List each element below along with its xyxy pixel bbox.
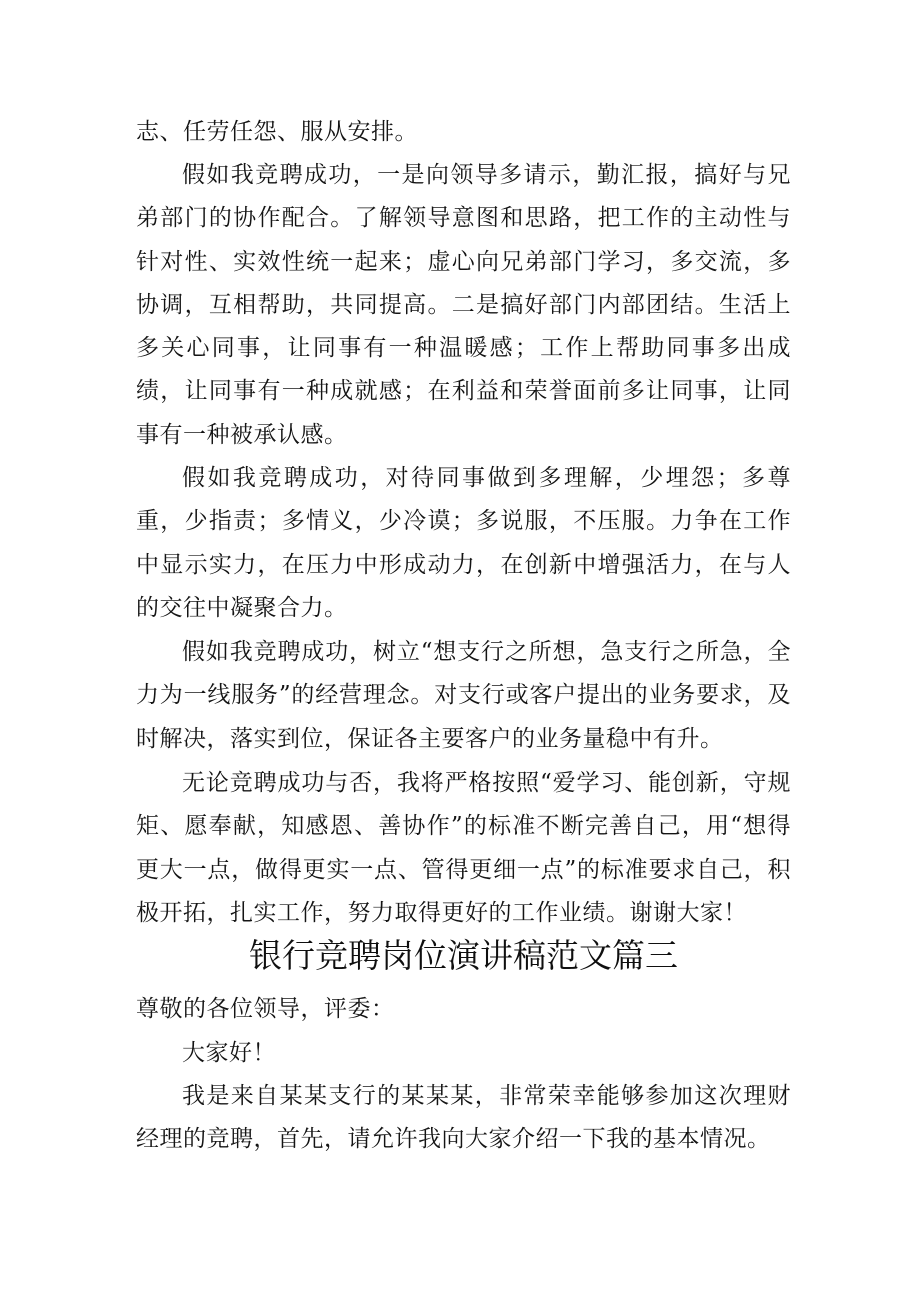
paragraph-continuation: 志、任劳任怨、服从安排。 [136, 119, 418, 145]
paragraph-colleagues: 假如我竞聘成功，对待同事做到多理解，少埋怨；多尊重，少指责；多情义，少冷谟；多说服，不压服。力争在工作中显示实力，在压力中形成动力，在创新中增强活力，在与人的交往中凝聚合力。 [136, 465, 791, 621]
paragraph-intro: 我是来自某某支行的某某某，非常荣幸能够参加这次理财经理的竞聘，首先，请允许我向大家介绍一下我的基本情况。 [136, 1083, 791, 1153]
paragraph-closing: 无论竞聘成功与否，我将严格按照“爱学习、能创新，守规矩、愿奉献，知感恩、善协作”的标准不断完善自己，用“想得更大一点，做得更实一点、管得更细一点”的标准要求自己，积极开拓，扎实工作，努力取得更好的工作业绩。谢谢大家！ [136, 770, 791, 926]
section-title: 银行竞聘岗位演讲稿范文篇三 [249, 936, 678, 975]
greeting: 大家好！ [182, 1040, 276, 1066]
salutation: 尊敬的各位领导，评委： [136, 996, 395, 1022]
paragraph-business-philosophy: 假如我竞聘成功，树立“想支行之所想，急支行之所急，全力为一线服务”的经营理念。对支行或客户提出的业务要求，及时解决，落实到位，保证各主要客户的业务量稳中有升。 [136, 639, 791, 752]
paragraph-cooperation: 假如我竞聘成功，一是向领导多请示，勤汇报，搞好与兄弟部门的协作配合。了解领导意图和思路，把工作的主动性与针对性、实效性统一起来；虚心向兄弟部门学习，多交流，多协调，互相帮助，共同提高。二是搞好部门内部团结。生活上多关心同事，让同事有一种温暖感；工作上帮助同事多出成绩，让同事有一种成就感；在利益和荣誉面前多让同事，让同事有一种被承认感。 [136, 162, 791, 448]
